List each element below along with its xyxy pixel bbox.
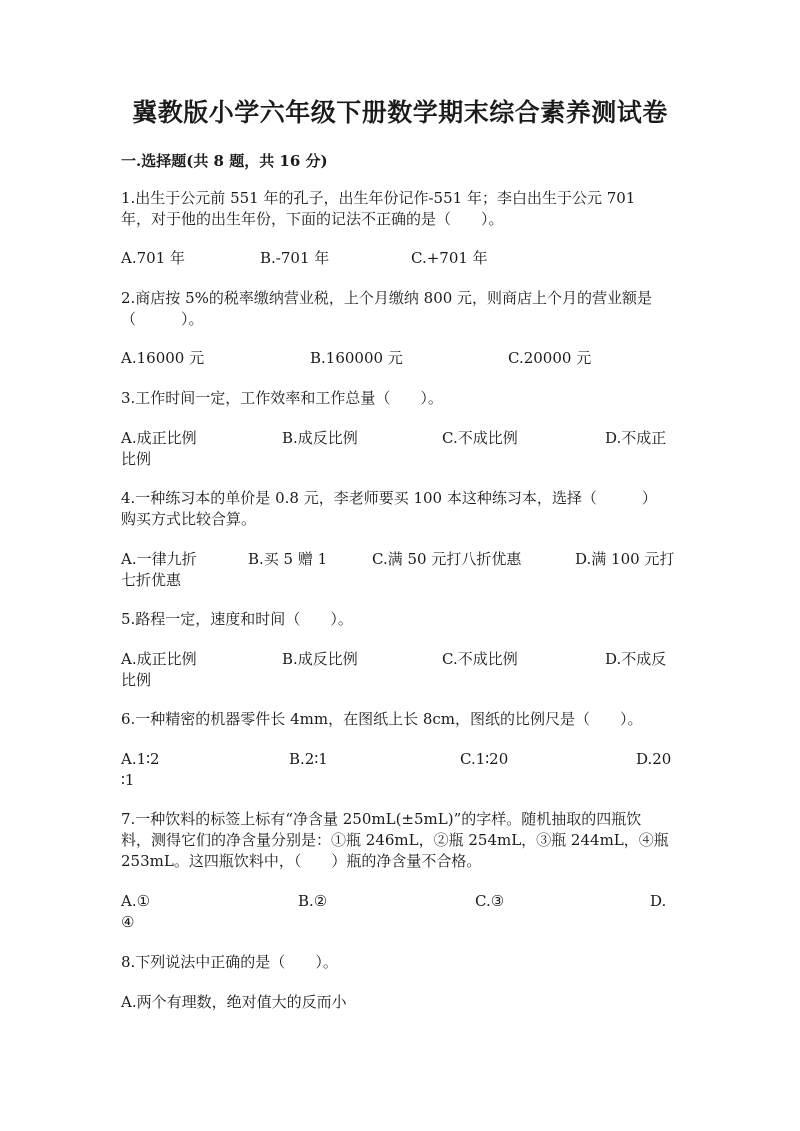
question-7-option-a: A.① (121, 892, 151, 910)
question-6-option-a: A.1∶2 (121, 750, 160, 768)
question-2-stem (121, 288, 689, 330)
question-1-stem-line: 年，对于他的出生年份，下面的记法不正确的是（ ）。 (121, 210, 504, 228)
section-heading: 一.选择题(共 8 题，共 16 分) (121, 152, 328, 170)
question-3-option-a: A.成正比例 (121, 429, 197, 447)
question-5-option-b: B.成反比例 (282, 650, 358, 668)
question-6-option-b: B.2∶1 (289, 750, 328, 768)
question-2-option-b: B.160000 元 (310, 349, 403, 367)
question-6-options (121, 749, 681, 770)
question-8-stem-line: 8.下列说法中正确的是（ ）。 (121, 953, 338, 971)
question-1-stem-line: 1.出生于公元前 551 年的孔子，出生年份记作-551 年；李白出生于公元 701 (121, 189, 636, 207)
question-7-option-b: B.② (298, 892, 328, 910)
question-6-stem (121, 709, 689, 730)
question-2-options (121, 348, 681, 369)
question-7-option-d: D. (650, 892, 667, 910)
question-7-options (121, 891, 681, 912)
question-5-stem-line: 5.路程一定，速度和时间（ ）。 (121, 610, 353, 628)
question-4-option-b: B.买 5 赠 1 (248, 550, 328, 568)
question-1-stem (121, 188, 689, 230)
question-4-option-a: A.一律九折 (121, 550, 197, 568)
question-3-option-c: C.不成比例 (442, 429, 518, 447)
question-3-option-b: B.成反比例 (282, 429, 358, 447)
question-4-option-d: D.满 100 元打 (575, 550, 675, 568)
question-4-stem-line: 4.一种练习本的单价是 0.8 元，李老师要买 100 本这种练习本，选择（ ） (121, 489, 657, 507)
question-2-stem-line: （ ）。 (121, 310, 204, 328)
question-2-option-a: A.16000 元 (121, 349, 205, 367)
question-2-stem-line: 2.商店按 5%的税率缴纳营业税，上个月缴纳 800 元，则商店上个月的营业额是 (121, 289, 653, 307)
question-3-stem (121, 388, 689, 409)
question-8-options (121, 992, 681, 1013)
question-7-stem (121, 809, 689, 872)
question-6-option-wrap: ∶1 (121, 771, 135, 789)
question-1-options (121, 248, 681, 269)
question-5-option-d: D.不成反 (605, 650, 667, 668)
question-2-option-c: C.20000 元 (508, 349, 592, 367)
question-3-options (121, 428, 681, 449)
question-7-stem-line: 料，测得它们的净含量分别是：①瓶 246mL，②瓶 254mL，③瓶 244mL，④瓶 (121, 831, 669, 849)
question-6-stem-line: 6.一种精密的机器零件长 4mm，在图纸上长 8cm，图纸的比例尺是（ ）。 (121, 710, 643, 728)
question-6-option-c: C.1∶20 (460, 750, 509, 768)
question-7-stem-line: 7.一种饮料的标签上标有“净含量 250mL(±5mL)”的字样。随机抽取的四瓶饮 (121, 810, 642, 828)
question-3-option-d: D.不成正 (605, 429, 667, 447)
question-4-option-c: C.满 50 元打八折优惠 (372, 550, 522, 568)
page-title: 冀教版小学六年级下册数学期末综合素养测试卷 (132, 98, 668, 127)
question-5-option-c: C.不成比例 (442, 650, 518, 668)
question-5-option-wrap: 比例 (121, 671, 152, 689)
question-7-option-wrap: ④ (121, 913, 135, 931)
question-3-stem-line: 3.工作时间一定，工作效率和工作总量（ ）。 (121, 389, 443, 407)
question-4-option-wrap: 七折优惠 (121, 571, 182, 589)
question-8-stem (121, 952, 689, 973)
question-4-stem-line: 购买方式比较合算。 (121, 510, 257, 528)
question-4-options (121, 549, 681, 570)
question-5-stem (121, 609, 689, 630)
question-5-options (121, 649, 681, 670)
question-5-option-a: A.成正比例 (121, 650, 197, 668)
question-7-stem-line: 253mL。这四瓶饮料中，（ ）瓶的净含量不合格。 (121, 852, 482, 870)
question-1-option-b: B.-701 年 (260, 249, 330, 267)
question-1-option-c: C.+701 年 (411, 249, 488, 267)
question-7-option-c: C.③ (475, 892, 505, 910)
question-1-option-a: A.701 年 (121, 249, 185, 267)
question-6-option-d: D.20 (636, 750, 672, 768)
question-8-option-a: A.两个有理数，绝对值大的反而小 (121, 993, 347, 1011)
question-3-option-wrap: 比例 (121, 450, 152, 468)
question-4-stem (121, 488, 689, 530)
